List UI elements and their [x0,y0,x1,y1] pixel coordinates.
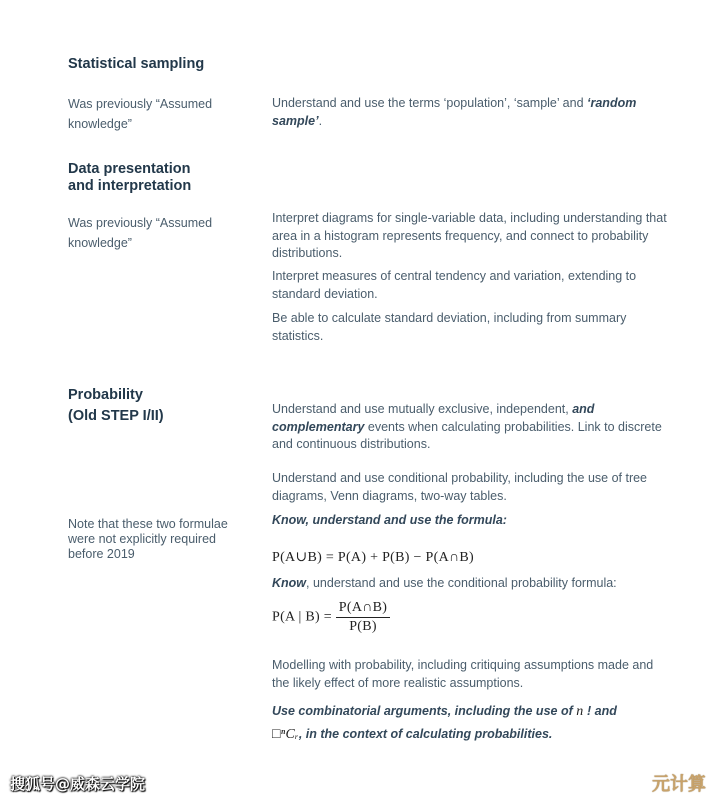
n-symbol: n [576,704,584,719]
probability-para-1-part: Understand and use mutually exclusive, independent, [272,402,573,416]
combinatorial-part: Use combinatorial arguments, including the use of [272,704,577,718]
fraction-numerator: P(A∩B) [336,600,390,618]
conditional-formula [272,600,390,635]
heading-line: (Old STEP I/II) [68,408,164,424]
sampling-text-part: Understand and use the terms ‘population’, ‘sample’ and [272,96,588,110]
fraction-denominator: P(B) [349,619,377,634]
sampling-text-end: . [318,113,323,128]
sampling-note: Was previously “Assumed knowledge” [68,97,213,131]
watermark-left: 搜狐号@威森云学院 [10,775,146,793]
conditional-intro-emphasis: Know [272,576,307,590]
sampling-text [272,95,672,130]
sampling-text-emphasis: ‘random sample’ [272,96,637,128]
factorial-part: ! and [583,704,617,718]
data-presentation-para-1: Interpret diagrams for single-variable data, including understanding that area in a histogram represents frequency, and connect to probability distributions. [272,211,667,260]
formula-intro: Know, understand and use the formula: [272,513,507,527]
section-heading-sampling: Statistical sampling [68,56,205,72]
section-heading-probability [68,385,164,427]
conditional-fraction [336,600,390,635]
combinatorial-text [272,700,672,746]
heading-line: Data presentation [68,161,191,177]
conditional-intro [272,575,672,593]
probability-para-1 [272,401,672,454]
formulae-note: Note that these two formulae were not explicitly required before 2019 [68,517,228,561]
heading-line: and interpretation [68,178,192,194]
section-heading-data-presentation [68,161,191,195]
probability-para-1-end: events when calculating probabilities. Link to discrete and continuous distributions. [272,419,662,451]
combinatorial-end: , in the context of calculating probabilities. [298,727,553,741]
probability-para-2: Understand and use conditional probability, including the use of tree diagrams, Venn diagrams, two-way tables. [272,471,648,503]
data-presentation-para-3: Be able to calculate standard deviation, including from summary statistics. [272,311,627,343]
probability-para-3: Modelling with probability, including critiquing assumptions made and the likely effect of more realistic assumptions. [272,658,654,690]
probability-para-1-emphasis: and complementary [272,402,595,434]
data-presentation-para-2: Interpret measures of central tendency and variation, extending to standard deviation. [272,269,637,301]
union-formula: P(A∪B) = P(A) + P(B) − P(A∩B) [272,550,475,565]
data-presentation-note: Was previously “Assumed knowledge” [68,216,213,250]
watermark-right: 元计算 [652,774,706,795]
conditional-intro-rest: , understand and use the conditional probability formula: [306,576,617,590]
conditional-formula-lhs: P(A | B) = [272,609,332,625]
heading-line: Probability [68,387,143,403]
ncr-symbol: □ⁿCᵣ [272,727,299,742]
